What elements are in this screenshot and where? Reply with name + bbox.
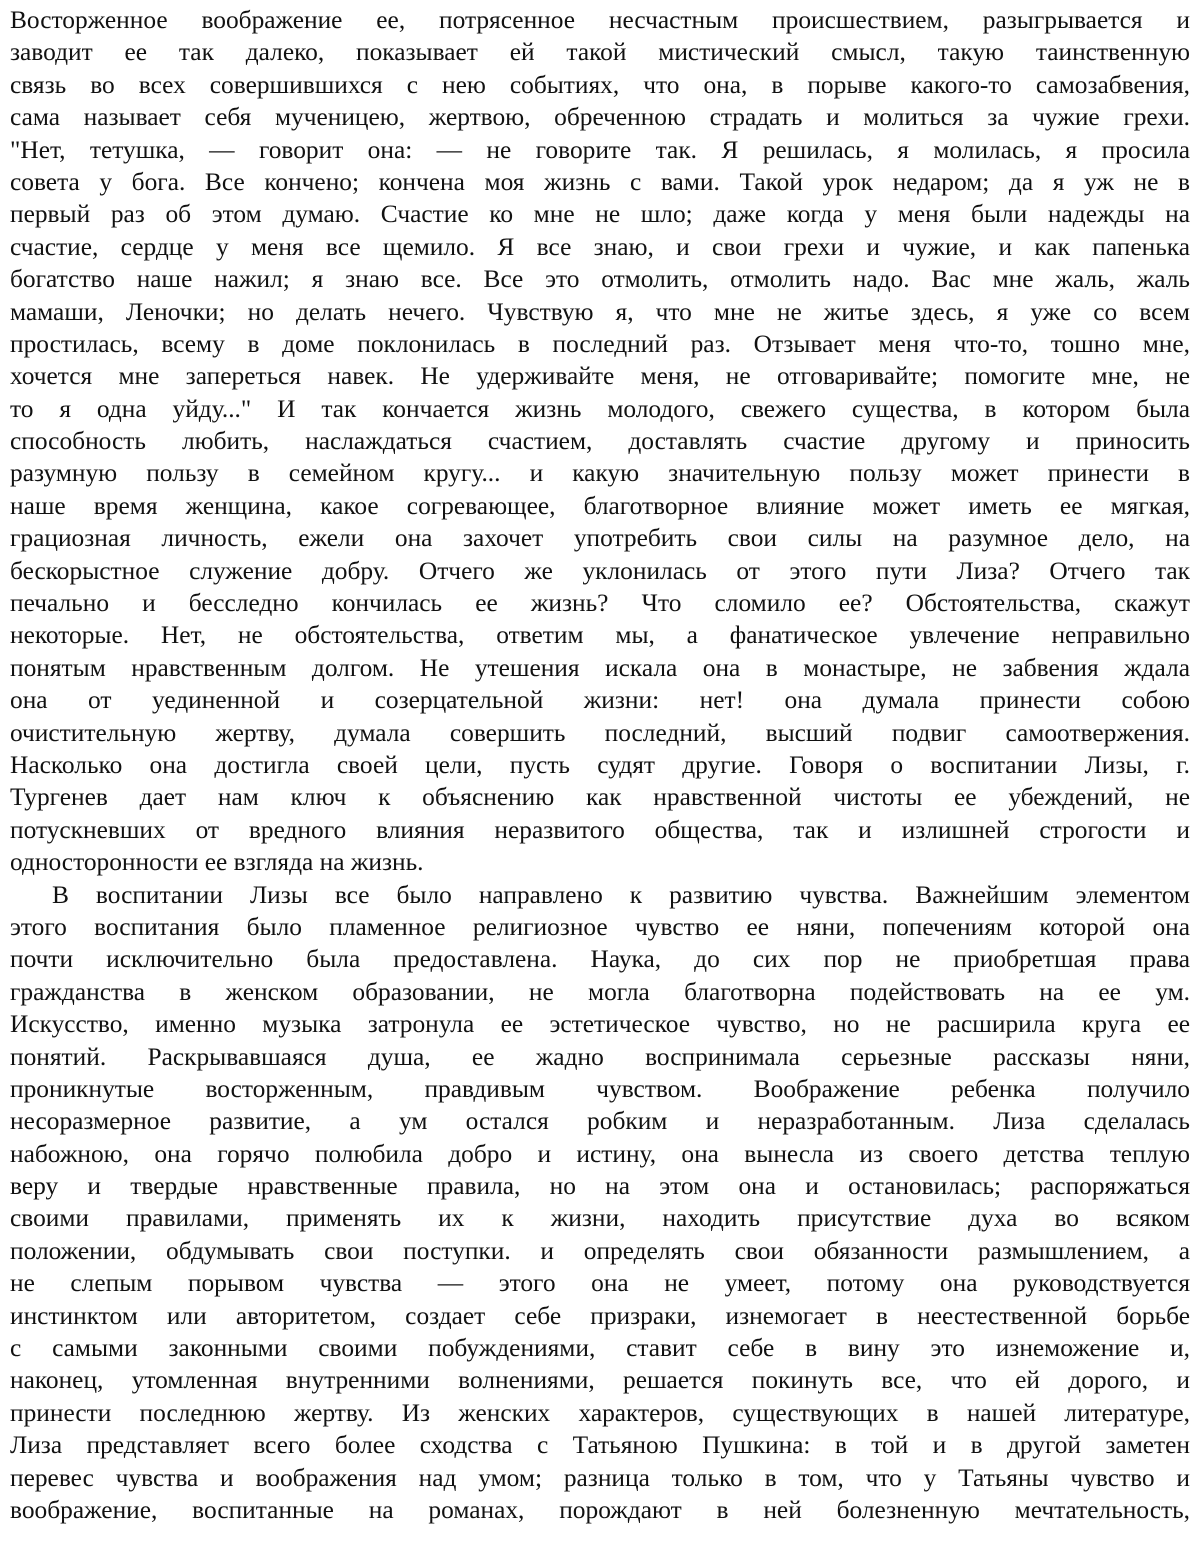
text-line: наконец, утомленная внутренними волнениями, решается покинуть все, что ей дорого, и (10, 1366, 1190, 1395)
text-line: положении, обдумывать свои поступки. и определять свои обязанности размышлением, а (10, 1236, 1190, 1265)
text-line: сама называет себя мученицею, жертвою, обреченною страдать и молиться за чужие грехи. (10, 103, 1190, 132)
text-line: Восторженное воображение ее, потрясенное несчастным происшествием, разыгрывается и (10, 6, 1190, 34)
text-line: "Нет, тетушка, — говорит она: — не говорите так. Я решилась, я молилась, я просила (10, 135, 1190, 164)
text-line: воображение, воспитанные на романах, порождают в ней болезненную мечтательность, (10, 1495, 1190, 1524)
text-line: счастие, сердце у меня все щемило. Я все знаю, и свои грехи и чужие, и как папенька (10, 232, 1190, 261)
document-text (10, 4, 1190, 1526)
text-line: наше время женщина, какое согревающее, благотворное влияние может иметь ее мягкая, (10, 491, 1190, 520)
text-line: веру и твердые нравственные правила, но на этом она и остановилась; распоряжаться (10, 1172, 1190, 1201)
text-line: гражданства в женском образовании, не могла благотворна подействовать на ее ум. (10, 977, 1190, 1006)
text-line: перевес чувства и воображения над умом; разница только в том, что у Татьяны чувство и (10, 1463, 1190, 1492)
text-line: разумную пользу в семейном кругу... и какую значительную пользу может принести в (10, 459, 1190, 488)
text-line: В воспитании Лизы все было направлено к развитию чувства. Важнейшим элементом (52, 880, 1190, 909)
text-line: односторонности ее взгляда на жизнь. (10, 848, 424, 877)
text-line: мамаши, Леночки; но делать нечего. Чувствую я, что мне не житье здесь, я уже со всем (10, 297, 1190, 326)
text-line: с самыми законными своими побуждениями, ставит себе в вину это изнеможение и, (10, 1334, 1190, 1363)
text-line: очистительную жертву, думала совершить последний, высший подвиг самоотвержения. (10, 718, 1190, 747)
text-line: Насколько она достигла своей цели, пусть судят другие. Говоря о воспитании Лизы, г. (10, 750, 1190, 779)
text-line: связь во всех совершившихся с нею событиях, что она, в порыве какого-то самозабвения, (10, 70, 1190, 99)
text-line: способность любить, наслаждаться счастием, доставлять счастие другому и приносить (10, 427, 1190, 456)
text-line: совета у бога. Все кончено; кончена моя жизнь с вами. Такой урок недаром; да я уж не в (10, 167, 1190, 196)
text-line: инстинктом или авторитетом, создает себе призраки, изнемогает в неестественной борьбе (10, 1301, 1190, 1330)
text-line: проникнутые восторженным, правдивым чувством. Воображение ребенка получило (10, 1074, 1190, 1103)
text-line: несоразмерное развитие, а ум остался робким и неразработанным. Лиза сделалась (10, 1107, 1190, 1136)
text-line: печально и бесследно кончилась ее жизнь? Что сломило ее? Обстоятельства, скажут (10, 589, 1190, 618)
text-line: Лиза представляет всего более сходства с Татьяною Пушкина: в той и в другой заметен (10, 1431, 1190, 1460)
text-line: Искусство, именно музыка затронула ее эстетическое чувство, но не расширила круга ее (10, 1010, 1190, 1039)
text-line: она от уединенной и созерцательной жизни: нет! она думала принести собою (10, 686, 1190, 715)
text-line: заводит ее так далеко, показывает ей такой мистический смысл, такую таинственную (10, 38, 1190, 67)
text-line: набожною, она горячо полюбила добро и истину, она вынесла из своего детства теплую (10, 1139, 1190, 1168)
text-line: первый раз об этом думаю. Счастие ко мне не шло; даже когда у меня были надежды на (10, 200, 1190, 229)
text-line: Тургенев дает нам ключ к объяснению как нравственной чистоты ее убеждений, не (10, 783, 1190, 812)
text-line: некоторые. Нет, не обстоятельства, ответим мы, а фанатическое увлечение неправильно (10, 621, 1190, 650)
text-line: грациозная личность, ежели она захочет употребить свои силы на разумное дело, на (10, 524, 1190, 553)
paragraph (10, 879, 1190, 1527)
text-line: почти исключительно была предоставлена. Наука, до сих пор не приобретшая права (10, 945, 1190, 974)
text-line: простилась, всему в доме поклонилась в последний раз. Отзывает меня что-то, тошно мне, (10, 329, 1190, 358)
text-line: своими правилами, применять их к жизни, находить присутствие духа во всяком (10, 1204, 1190, 1233)
text-line: то я одна уйду..." И так кончается жизнь молодого, свежего существа, в котором была (10, 394, 1190, 423)
paragraph (10, 4, 1190, 879)
text-line: потускневших от вредного влияния неразвитого общества, так и излишней строгости и (10, 815, 1190, 844)
text-line: хочется мне запереться навек. Не удерживайте меня, не отговаривайте; помогите мне, не (10, 362, 1190, 391)
text-line: богатство наше нажил; я знаю все. Все это отмолить, отмолить надо. Вас мне жаль, жаль (10, 265, 1190, 294)
text-line: не слепым порывом чувства — этого она не умеет, потому она руководствуется (10, 1269, 1190, 1298)
text-line: понятий. Раскрывавшаяся душа, ее жадно воспринимала серьезные рассказы няни, (10, 1042, 1190, 1071)
text-line: этого воспитания было пламенное религиозное чувство ее няни, попечениям которой она (10, 912, 1190, 941)
text-line: бескорыстное служение добру. Отчего же уклонилась от этого пути Лиза? Отчего так (10, 556, 1190, 585)
text-line: принести последнюю жертву. Из женских характеров, существующих в нашей литературе, (10, 1398, 1190, 1427)
text-line: понятым нравственным долгом. Не утешения искала она в монастыре, не забвения ждала (10, 653, 1190, 682)
